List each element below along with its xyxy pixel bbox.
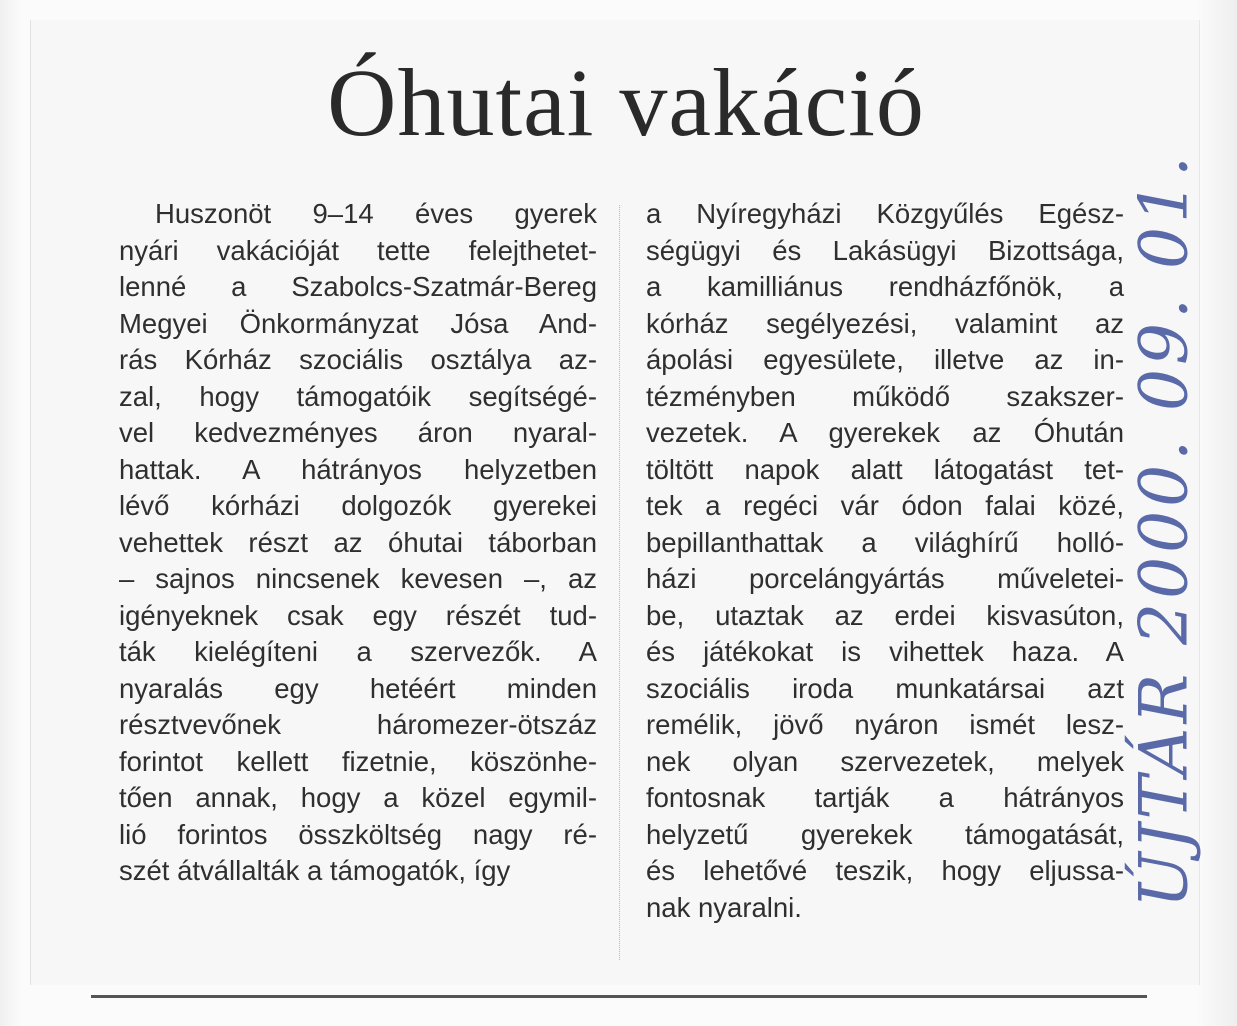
article-text-line: a kamilliánus rendházfőnök, a (646, 271, 1124, 302)
article-text-line: zal, hogy támogatóik segítségé- (119, 380, 597, 412)
article-text-line: házi porcelángyártás műveletei- (646, 563, 1124, 594)
article-text-line: lévő kórházi dolgozók gyerekei (119, 490, 597, 521)
article-text-line: nyári vakációját tette felejthetet- (119, 234, 597, 266)
newspaper-clipping (30, 20, 1200, 985)
article-text-line: fontosnak tartják a hátrányos (646, 782, 1124, 813)
article-text-line: nak nyaralni. (646, 891, 802, 923)
article-text-line: remélik, jövő nyáron ismét lesz- (646, 709, 1124, 740)
article-text-line: és játékokat is vihettek haza. A (646, 636, 1124, 667)
article-text-line: hattak. A hátrányos helyzetben (119, 453, 597, 485)
article-text-line: vezetek. A gyerekek az Óhután (646, 417, 1124, 448)
handwritten-note-text: ÚJTÁR 2000. 09. 01. (1125, 152, 1203, 908)
article-text-line: lió forintos összköltség nagy ré- (119, 818, 597, 850)
article-text-line: helyzetű gyerekek támogatását, (646, 818, 1124, 850)
article-text-line: Huszonöt 9–14 éves gyerek (155, 198, 597, 229)
article-text-line: ápolási egyesülete, illetve az in- (646, 344, 1124, 375)
article-text-line: rás Kórház szociális osztálya az- (119, 344, 597, 375)
article-text-line: szét átvállalták a támogatók, így (119, 855, 511, 886)
article-left-column (119, 196, 597, 890)
article-text-line: forintot kellett fizetnie, köszönhe- (119, 745, 597, 777)
article-text-line: – sajnos nincsenek kevesen –, az (119, 563, 597, 594)
article-text-line: nek olyan szervezetek, melyek (646, 745, 1124, 777)
column-divider (619, 205, 620, 960)
article-text-line: résztvevőnek háromezer-ötszáz (119, 709, 597, 740)
article-text-line: Megyei Önkormányzat Jósa And- (119, 307, 597, 339)
article-text-line: töltött napok alatt látogatást tet- (646, 453, 1124, 485)
article-text-line: tézményben működő szakszer- (646, 380, 1124, 412)
article-text-line: igényeknek csak egy részét tud- (119, 599, 597, 631)
article-text-line: szociális iroda munkatársai azt (646, 672, 1124, 704)
article-text-line: és lehetővé teszik, hogy eljussa- (646, 855, 1124, 886)
article-text-line: kórház segélyezési, valamint az (646, 307, 1124, 339)
article-text-line: vel kedvezményes áron nyaral- (119, 417, 597, 448)
article-text-line: be, utaztak az erdei kisvasúton, (646, 599, 1124, 631)
scan-edge-left (0, 0, 22, 1026)
article-right-column (646, 196, 1124, 926)
article-text-line: vehettek részt az óhutai táborban (119, 526, 597, 558)
article-text-line: nyaralás egy hetéért minden (119, 672, 597, 704)
article-text-line: bepillanthattak a világhírű holló- (646, 526, 1124, 558)
article-text-line: tek a regéci vár ódon falai közé, (646, 490, 1124, 521)
article-text-line: ségügyi és Lakásügyi Bizottsága, (646, 234, 1124, 266)
article-text-line: tően annak, hogy a közel egymil- (119, 782, 597, 813)
article-text-line: a Nyíregyházi Közgyűlés Egész- (646, 198, 1124, 229)
article-title: Óhutai vakáció (327, 49, 925, 156)
article-text-line: lenné a Szabolcs-Szatmár-Bereg (119, 271, 597, 302)
bottom-rule (91, 995, 1147, 998)
article-text-line: ták kielégíteni a szervezők. A (119, 636, 597, 667)
